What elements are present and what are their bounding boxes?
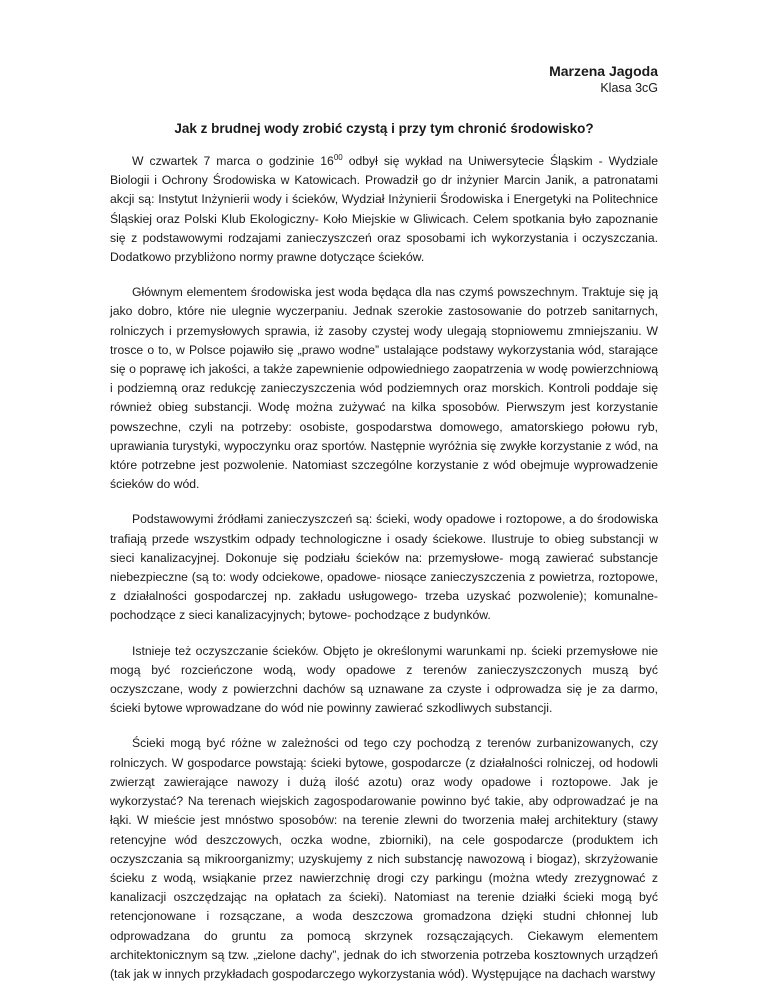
- paragraph-1-start: W czwartek 7 marca o godzinie 16: [132, 154, 334, 168]
- paragraph-4: Istnieje też oczyszczanie ścieków. Objęto je określonymi warunkami np. ścieki przemysłowe nie mogą być rozcieńczone wodą, wody opadowe z terenów zanieczyszczonych muszą być oczyszczane, wody z powierzchni dachów są uznawane za czyste i odprowadza się je za darmo, ścieki bytowe wprowadzane do wód nie powinny zawierać szkodliwych substancji.: [110, 643, 658, 716]
- paragraph-2: Głównym elementem środowiska jest woda będąca dla nas czymś powszechnym. Traktuje się ją jako dobro, które nie ulegnie wyczerpaniu. Jednak szerokie zastosowanie do potrzeb sanitarnych, rolniczych i przemysłowych sprawia, iż zasoby czystej wody ulegają stopniowemu zmniejszaniu. W trosce o to, w Polsce pojawiło się „prawo wodne” ustalające podstawy wykorzystania wód, starające się o poprawę ich jakości, a także zapewnienie odpowiedniego zaopatrzenia w wodę powierzchniową i podziemną oraz redukcję zanieczyszczenia wód podziemnych oraz morskich. Kontroli poddaje się również obieg substancji. Wodę można zużywać na kilka sposobów. Pierwszym jest korzystanie powszechne, czyli na potrzeby: osobiste, gospodarstwa domowego, amatorskiego połowu ryb, uprawiania turystyki, wypoczynku oraz sportów. Następnie wyróżnia się zwykłe korzystanie z wód, na które potrzebne jest pozwolenie. Natomiast szczególne korzystanie z wód obejmuje wyprowadzenie ścieków do wód.: [110, 285, 658, 492]
- paragraph-1-rest: odbył się wykład na Uniwersytecie Śląskim - Wydziale Biologii i Ochrony Środowiska w Katowicach. Prowadził go dr inżynier Marcin Janik, a patronatami akcji są: Instytut Inżynierii wody i ścieków, Wydział Inżynierii Środowiska i Energetyki na Politechnice Śląskiej oraz Polski Klub Ekologiczny- Koło Miejskie w Gliwicach. Celem spotkania było zapoznanie się z podstawowymi rodzajami zanieczyszczeń oraz sposobami ich wykorzystania i oczyszczania. Dodatkowo przybliżono normy prawne dotyczące ścieków.: [110, 154, 658, 265]
- author-block: [549, 62, 658, 97]
- document-title: Jak z brudnej wody zrobić czystą i przy tym chronić środowisko?: [174, 121, 594, 136]
- paragraph-3: Podstawowymi źródłami zanieczyszczeń są: ścieki, wody opadowe i roztopowe, a do środowiska trafiają przede wszystkim odpady technologiczne i osady ściekowe. Ilustruje to obieg substancji w sieci kanalizacyjnej. Dokonuje się podziału ścieków na: przemysłowe- mogą zawierać substancje niebezpieczne (są to: wody odciekowe, opadowe- niosące zanieczyszczenia z powietrza, roztopowe, z działalności gospodarczej np. zakładu usługowego- trzeba uzyskać pozwolenie); komunalne- pochodzące z sieci kanalizacyjnych; bytowe- pochodzące z budynków.: [110, 512, 658, 623]
- paragraph-1: [110, 152, 658, 267]
- paragraph-5: Ścieki mogą być różne w zależności od tego czy pochodzą z terenów zurbanizowanych, czy rolniczych. W gospodarce powstają: ścieki bytowe, gospodarcze (z działalności rolniczej, od hodowli zwierząt zawierające nawozy i dużą ilość azotu) oraz wody opadowe i roztopowe. Jak je wykorzystać? Na terenach wiejskich zagospodarowanie powinno być takie, aby odprowadzać je na łąki. W mieście jest mnóstwo sposobów: na terenie zlewni do tworzenia małej architektury (stawy retencyjne wód deszczowych, oczka wodne, zbiorniki), na cele gospodarcze (produktem ich oczyszczania są mikroorganizmy; uzyskujemy z nich substancję nawozową i biogaz), skrzyżowanie ścieku z wodą, wsiąkanie przez nawierzchnię drogi czy parkingu (można wtedy zrezygnować z kanalizacji oszczędzając na opłatach za ścieki). Natomiast na terenie działki ścieki mogą być retencjonowane i rozsączane, a woda deszczowa gromadzona dzięki studni chłonnej lub odprowadzana do gruntu za pomocą skrzynek rozsączających. Ciekawym elementem architektonicznym są tzw. „zielone dachy”, jednak do ich stworzenia potrzeba kosztownych urządzeń (tak jak w innych przykładach gospodarczego wykorzystania wód). Występujące na dachach warstwy: [110, 736, 658, 981]
- time-superscript: 00: [333, 152, 343, 162]
- author-class: Klasa 3cG: [600, 81, 658, 95]
- document-body: [110, 152, 658, 1000]
- author-name: Marzena Jagoda: [549, 63, 658, 79]
